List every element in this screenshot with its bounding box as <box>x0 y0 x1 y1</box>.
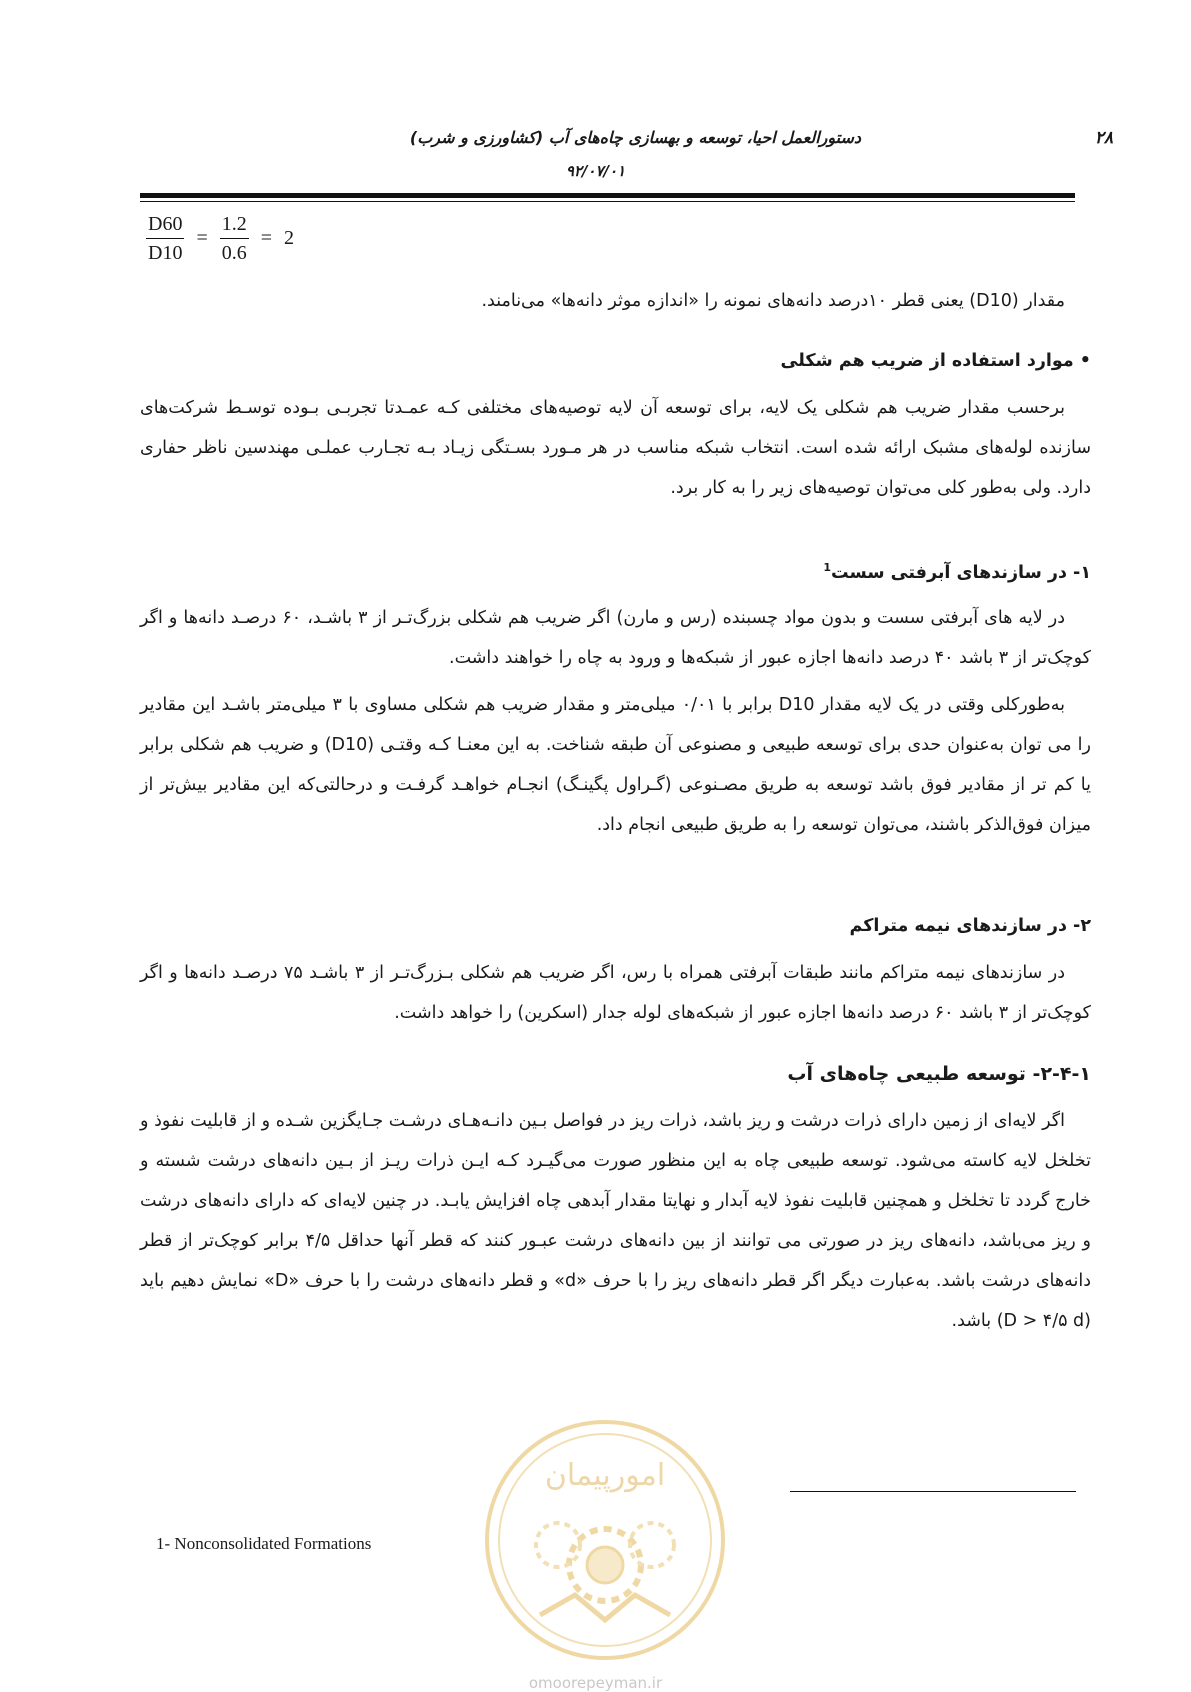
equals-sign: = <box>260 227 273 249</box>
section3-paragraph: اگر لایه‌ای از زمین دارای ذرات درشت و ریز باشد، ذرات ریز در فواصل بـین دانـه‌هـای درشـت جـایگزین شـده و از قابلیت نفوذ و تخلخل لایه کاسته می‌شود. توسعه طبیعی چاه به این منظور صورت می‌گیـرد کـه ایـن ذرات ریـز از بـین دانه‌های درشت شسته و خارج گردد تا تخلخل و همچنین قابلیت نفوذ لایه آبدار و نهایتا مقدار آبدهی چاه افزایش یابـد. در چنین لایه‌ای که دارای دانه‌های درشت و ریز می‌باشد، دانه‌های ریز در صورتی می توانند از بین دانه‌های درشت عبـور کنند که قطر آنها حداقل ۴/۵ برابر کوچک‌تر از قطر دانه‌های درشت باشد. به‌عبارت دیگر اگر قطر دانه‌های ریز را با حرف «d» و قطر دانه‌های درشت را با حرف «D» نمایش دهیم باید (D > ۴/۵ d) باشد. <box>140 1111 1092 1331</box>
section-heading-loose-alluvial <box>140 561 1091 583</box>
watermark-seal-icon <box>480 1415 730 1665</box>
uniformity-formula <box>146 213 294 264</box>
usage-paragraph: برحسب مقدار ضریب هم شکلی یک لایه، برای توسعه آن لایه توصیه‌های مختلفی کـه عمـدتا تجربـی بـوده توسـط شرکت‌های سازنده لوله‌های مشبک ارائه شده است. انتخاب شبکه مناسب در هر مـورد بسـتگی زیـاد بـه تجـارب عملـی مهندسین ناظر حفاری دارد. ولی به‌طور کلی می‌توان توصیه‌های زیر را به کار برد. <box>140 398 1091 498</box>
definition-paragraph: مقدار (D10) یعنی قطر ۱۰درصد دانه‌های نمونه را «اندازه موثر دانه‌ها» می‌نامند. <box>481 291 1065 311</box>
usage-heading: • موارد استفاده از ضریب هم شکلی <box>780 351 1091 371</box>
fraction-denominator: D10 <box>148 242 183 264</box>
footnote-divider <box>790 1491 1076 1492</box>
watermark-logo-text: امورپیمان <box>544 1458 666 1493</box>
section1-paragraph-2: به‌طورکلی وقتی در یک لایه مقدار D10 برابر با ۰/۰۱ میلی‌متر و مقدار ضریب هم شکلی مساوی با ۳ میلی‌متر باشـد این مقادیر را می توان به‌عنوان حدی برای توسعه طبیعی و مصنوعی آن طبقه شناخت. به این معنـا کـه وقتـی (D10) و ضریب هم شکلی برابر یا کم تر از مقادیر فوق باشد توسعه به طریق مصـنوعی (گـراول پگینـگ) انجـام خواهـد گرفـت و درحالتی‌که این مقادیر بیش‌تر از میزان فوق‌الذکر باشند، می‌توان توسعه را به طریق طبیعی انجام داد. <box>140 695 1091 835</box>
watermark-url: omoorepeyman.ir <box>528 1674 663 1692</box>
section2-paragraph: در سازندهای نیمه متراکم مانند طبقات آبرفتی همراه با رس، اگر ضریب هم شکلی بـزرگ‌تـر از ۳ باشـد ۷۵ درصـد دانه‌ها و اگر کوچک‌تر از ۳ باشد ۶۰ درصد دانه‌ها اجازه عبور از شبکه‌های لوله جدار (اسکرین) را خواهد داشت. <box>140 963 1091 1023</box>
footnote-reference: 1 <box>823 561 832 574</box>
header-rule-thin <box>140 201 1075 202</box>
fraction-numerator: D60 <box>146 213 184 239</box>
header-date: ۹۲/۰۷/۰۱ <box>565 162 626 180</box>
equals-sign: = <box>196 227 208 249</box>
section-heading-natural-development: ۲-۴-۱- توسعه طبیعی چاه‌های آب <box>787 1063 1091 1085</box>
section-heading-semi-consolidated: ۲- در سازندهای نیمه متراکم <box>849 916 1091 936</box>
fraction-values <box>220 213 249 264</box>
footnote: 1- Nonconsolidated Formations <box>156 1534 372 1553</box>
header-title: دستورالعمل احیا، توسعه و بهسازی چاه‌های آب (کشاورزی و شرب) <box>409 128 861 147</box>
fraction-denominator: 0.6 <box>221 242 247 264</box>
fraction-numerator: 1.2 <box>220 213 249 239</box>
page-number: ۲۸ <box>1094 128 1113 148</box>
section1-paragraph-1: در لایه های آبرفتی سست و بدون مواد چسبنده (رس و مارن) اگر ضریب هم شکلی بزرگ‌تـر از ۳ باشـد، ۶۰ درصـد دانه‌ها و اگر کوچک‌تر از ۳ باشد ۴۰ درصد دانه‌ها اجازه عبور از شبکه‌ها و ورود به چاه را خواهند داشت. <box>140 608 1091 668</box>
header-rule-thick <box>140 193 1075 198</box>
fraction-d60-d10 <box>146 213 184 264</box>
heading-text: ۱- در سازندهای آبرفتی سست <box>831 562 1091 583</box>
formula-result: 2 <box>284 227 295 249</box>
